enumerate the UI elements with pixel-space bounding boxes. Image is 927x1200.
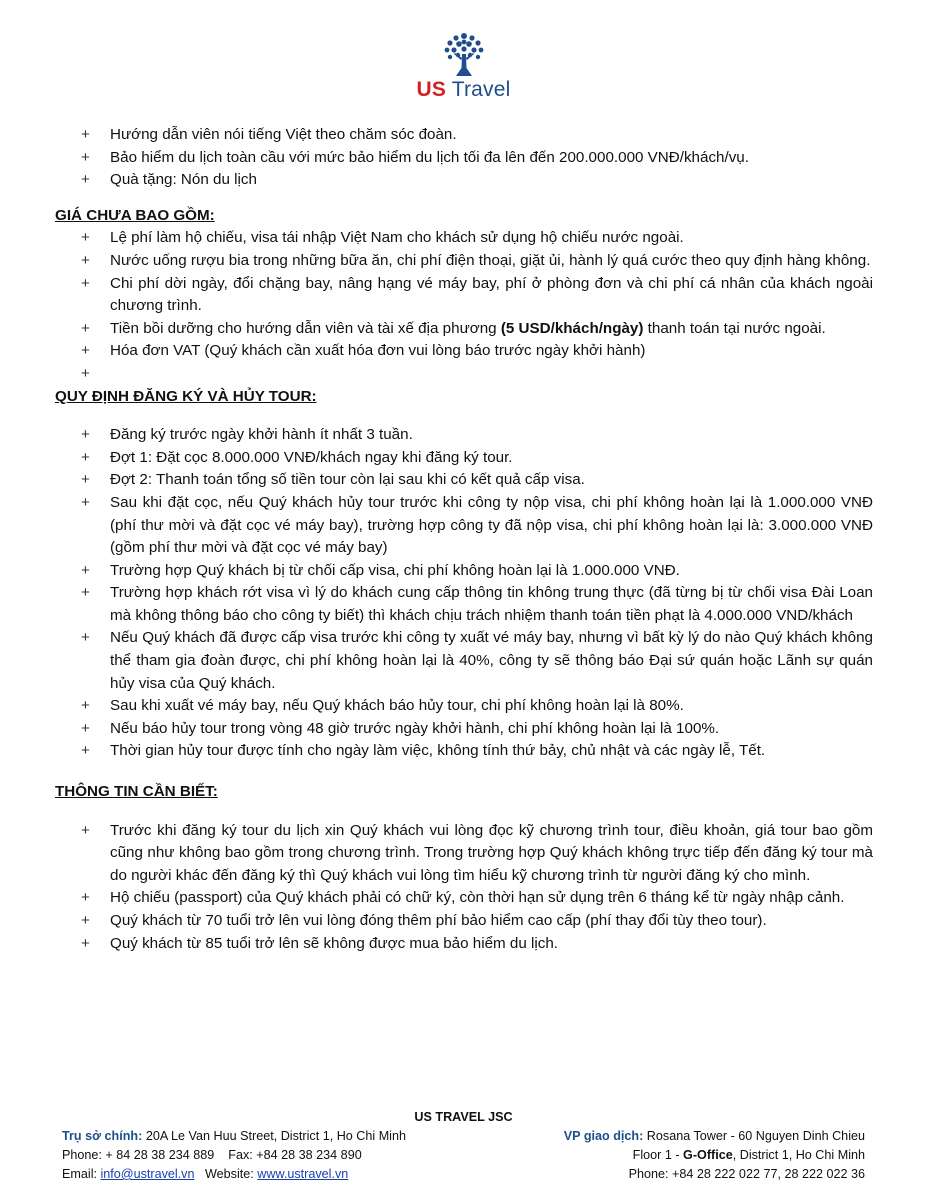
registration-list <box>55 424 873 763</box>
document-body <box>55 124 873 955</box>
footer-branch-office <box>564 1127 865 1184</box>
not-included-list <box>55 227 873 385</box>
footer-website-label: Website: <box>194 1167 258 1181</box>
list-item: + Quý khách từ 85 tuổi trở lên sẽ không được mua bảo hiểm du lịch. <box>55 933 873 956</box>
footer-office-label: VP giao dịch: <box>563 1129 644 1143</box>
footer-contact-line <box>62 1165 406 1184</box>
included-items-list <box>55 124 873 192</box>
footer-office-line <box>564 1127 865 1146</box>
footer-columns <box>62 1127 865 1184</box>
list-item: + Thời gian hủy tour được tính cho ngày làm việc, không tính thứ bảy, chủ nhật và các ngày lễ, Tết. <box>55 740 873 763</box>
footer-office-floor <box>564 1146 865 1165</box>
list-item: + Trước khi đăng ký tour du lịch xin Quý khách vui lòng đọc kỹ chương trình tour, điều khoản, giá tour bao gồm cũng như không bao gồm trong chương trình. Trong trường hợp Quý khách không trực tiếp đến đăng ký tour mà do người khác đến đăng ký thì Quý khách vui lòng tìm hiểu kỹ chương trình từ người đăng ký cho mình. <box>55 820 873 888</box>
footer-floor-goffice: G-Office <box>683 1148 733 1162</box>
list-item: + Nếu báo hủy tour trong vòng 48 giờ trước ngày khởi hành, chi phí không hoàn lại là 100%. <box>55 718 873 741</box>
footer-hq-label: Trụ sở chính: <box>62 1129 143 1143</box>
tree-logo-icon <box>439 30 489 80</box>
not-included-heading: GIÁ CHƯA BAO GỒM: <box>55 206 215 224</box>
list-item: + Quà tặng: Nón du lịch <box>55 169 873 192</box>
logo-travel-text: Travel <box>451 78 511 101</box>
list-item: + Hộ chiếu (passport) của Quý khách phải có chữ ký, còn thời hạn sử dụng trên 6 tháng kể từ ngày nhập cảnh. <box>55 887 873 910</box>
page-footer <box>62 1108 865 1184</box>
list-item-empty <box>55 363 873 386</box>
footer-office-address: Rosana Tower - 60 Nguyen Dinh Chieu <box>643 1129 865 1143</box>
tip-text: Tiền bồi dưỡng cho hướng dẫn viên và tài xế địa phương <box>110 319 501 337</box>
list-item: + Nếu Quý khách đã được cấp visa trước khi công ty xuất vé máy bay, nhưng vì bất kỳ lý do nào Quý khách không thể tham gia đoàn được, chi phí không hoàn lại là 40%, công ty sẽ thông báo Đại sứ quán hoặc Lãnh sự quán hủy visa của Quý khách. <box>55 627 873 695</box>
list-item: + Hướng dẫn viên nói tiếng Việt theo chăm sóc đoàn. <box>55 124 873 147</box>
list-item: + Nước uống rượu bia trong những bữa ăn, chi phí điện thoại, giặt ủi, hành lý quá cước theo quy định hàng không. <box>55 250 873 273</box>
footer-head-office <box>62 1127 406 1184</box>
footer-hq-line <box>62 1127 406 1146</box>
logo-us-text: US <box>416 78 447 101</box>
footer-hq-address: 20A Le Van Huu Street, District 1, Ho Chi Minh <box>142 1129 406 1143</box>
info-list <box>55 820 873 956</box>
list-item: + Sau khi xuất vé máy bay, nếu Quý khách báo hủy tour, chi phí không hoàn lại là 80%. <box>55 695 873 718</box>
footer-website-link[interactable]: www.ustravel.vn <box>257 1167 349 1181</box>
list-item: + Quý khách từ 70 tuổi trở lên vui lòng đóng thêm phí bảo hiểm cao cấp (phí thay đổi tùy theo tour). <box>55 910 873 933</box>
list-item: + Chi phí dời ngày, đổi chặng bay, nâng hạng vé máy bay, phí ở phòng đơn và chi phí cá nhân của khách ngoài chương trình. <box>55 273 873 318</box>
list-item: + Sau khi đặt cọc, nếu Quý khách hủy tour trước khi công ty nộp visa, chi phí không hoàn lại là 1.000.000 VNĐ (phí thư mời và đặt cọc vé máy bay), trường hợp công ty đã nộp visa, chi phí không hoàn lại là: 3.000.000 VNĐ (gồm phí thư mời và đặt cọc vé máy bay) <box>55 492 873 560</box>
registration-heading: QUY ĐỊNH ĐĂNG KÝ VÀ HỦY TOUR: <box>55 387 317 405</box>
logo-wordmark <box>417 78 511 102</box>
tip-amount: (5 USD/khách/ngày) <box>500 319 644 337</box>
info-heading: THÔNG TIN CẦN BIẾT: <box>55 783 218 801</box>
list-item: + Hóa đơn VAT (Quý khách cần xuất hóa đơn vui lòng báo trước ngày khởi hành) <box>55 340 873 363</box>
footer-floor-before: Floor 1 - <box>632 1148 684 1162</box>
list-item: + Trường hợp Quý khách bị từ chối cấp visa, chi phí không hoàn lại là 1.000.000 VNĐ. <box>55 560 873 583</box>
footer-email-label: Email: <box>62 1167 101 1181</box>
tip-text-end: thanh toán tại nước ngoài. <box>643 319 826 337</box>
footer-email-link[interactable]: info@ustravel.vn <box>100 1167 195 1181</box>
list-item: + Bảo hiểm du lịch toàn cầu với mức bảo hiểm du lịch tối đa lên đến 200.000.000 VNĐ/khách/vụ. <box>55 147 873 170</box>
list-item: + Lệ phí làm hộ chiếu, visa tái nhập Việt Nam cho khách sử dụng hộ chiếu nước ngoài. <box>55 227 873 250</box>
list-item: + Trường hợp khách rớt visa vì lý do khách cung cấp thông tin không trung thực (đã từng bị từ chối visa Đài Loan mà không thông báo cho công ty biết) thì khách chịu trách nhiệm thanh toán tiền phạt là 4.000.000 VND/khách <box>55 582 873 627</box>
list-item-tip <box>55 318 873 341</box>
list-item: + Đợt 1: Đặt cọc 8.000.000 VNĐ/khách ngay khi đăng ký tour. <box>55 447 873 470</box>
footer-floor-after: , District 1, Ho Chi Minh <box>732 1148 865 1162</box>
footer-phone-fax: Phone: + 84 28 38 234 889 Fax: +84 28 38 234 890 <box>62 1148 362 1162</box>
us-travel-logo <box>0 30 927 102</box>
list-item: + Đăng ký trước ngày khởi hành ít nhất 3 tuần. <box>55 424 873 447</box>
footer-company-name: US TRAVEL JSC <box>414 1110 513 1124</box>
list-item: + Đợt 2: Thanh toán tổng số tiền tour còn lại sau khi có kết quả cấp visa. <box>55 469 873 492</box>
footer-office-phone: Phone: +84 28 222 022 77, 28 222 022 36 <box>628 1167 865 1181</box>
